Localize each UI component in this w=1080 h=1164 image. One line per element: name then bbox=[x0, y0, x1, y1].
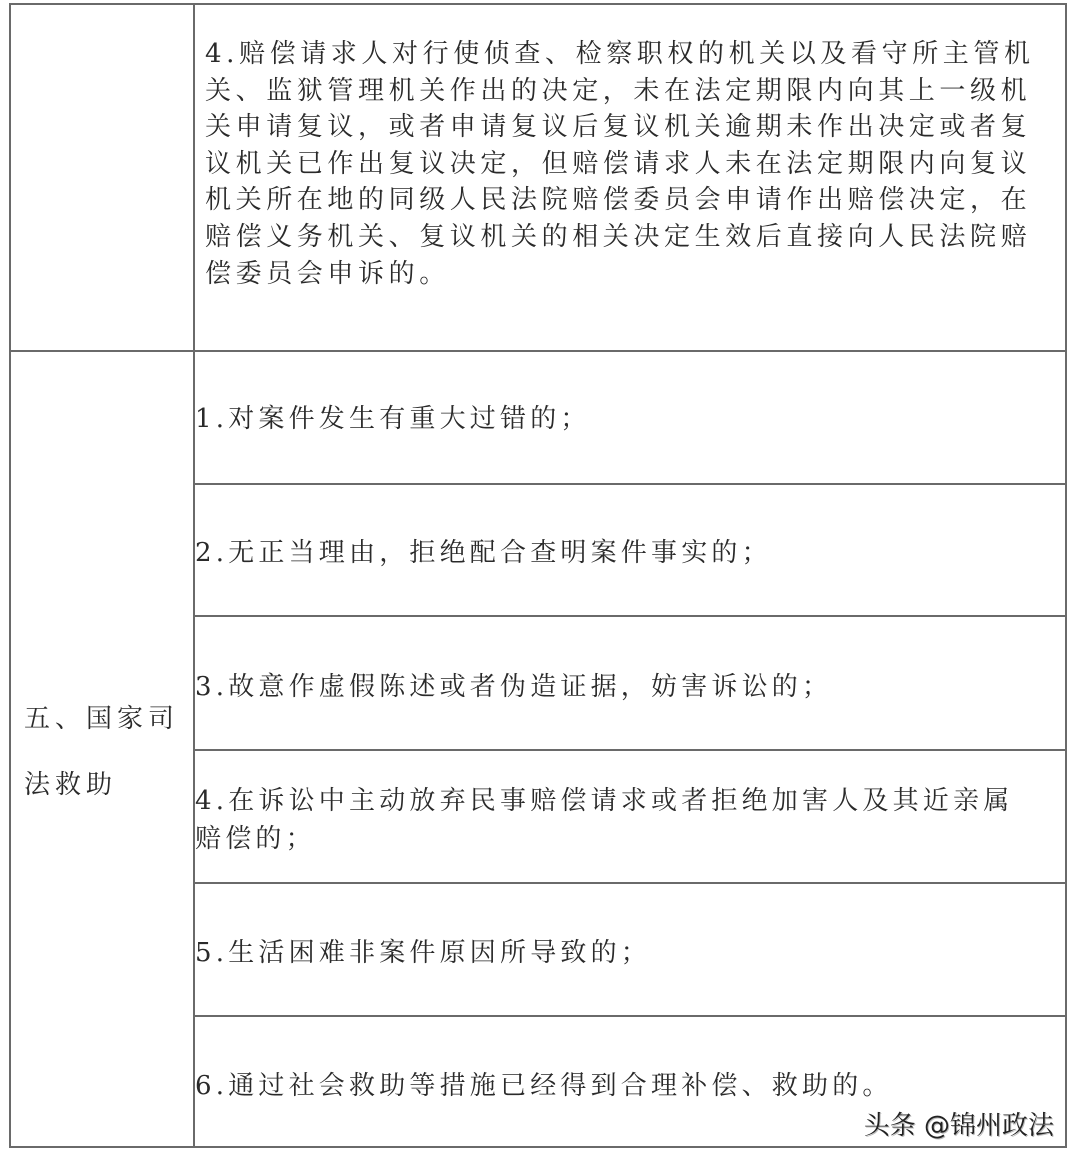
section-item-6: 6.通过社会救助等措施已经得到合理补偿、救助的。 bbox=[195, 1071, 893, 1101]
section-item-4-line2: 赔偿的； bbox=[195, 824, 316, 854]
row-divider bbox=[194, 1015, 1065, 1017]
section-label-line2: 法救助 bbox=[24, 770, 118, 800]
watermark: 头条 @锦州政法 bbox=[863, 1111, 1054, 1141]
row-divider bbox=[194, 615, 1065, 617]
text-line: 偿委员会申诉的。 bbox=[205, 258, 450, 289]
continued-item-4 bbox=[205, 36, 1065, 292]
section-item-2: 2.无正当理由，拒绝配合查明案件事实的； bbox=[195, 538, 772, 568]
row-divider bbox=[194, 882, 1065, 884]
section-item-4-line1: 4.在诉讼中主动放弃民事赔偿请求或者拒绝加害人及其近亲属 bbox=[195, 786, 1014, 816]
column-divider bbox=[193, 5, 195, 1146]
row-divider bbox=[11, 350, 1065, 352]
text-line: 4.赔偿请求人对行使侦查、检察职权的机关以及看守所主管机 bbox=[205, 39, 1035, 69]
section-label-line1: 五、国家司 bbox=[24, 704, 180, 734]
row-divider bbox=[194, 749, 1065, 751]
text-line: 关、监狱管理机关作出的决定，未在法定期限内向其上一级机 bbox=[205, 75, 1032, 106]
text-line: 机关所在地的同级人民法院赔偿委员会申请作出赔偿决定，在 bbox=[205, 185, 1032, 216]
text-line: 关申请复议，或者申请复议后复议机关逾期未作出决定或者复 bbox=[205, 112, 1032, 143]
section-item-5: 5.生活困难非案件原因所导致的； bbox=[195, 938, 652, 968]
text-line: 赔偿义务机关、复议机关的相关决定生效后直接向人民法院赔 bbox=[205, 221, 1032, 252]
section-item-1: 1.对案件发生有重大过错的； bbox=[195, 404, 591, 434]
text-line: 议机关已作出复议决定，但赔偿请求人未在法定期限内向复议 bbox=[205, 148, 1032, 179]
section-item-3: 3.故意作虚假陈述或者伪造证据，妨害诉讼的； bbox=[195, 672, 833, 702]
row-divider bbox=[194, 483, 1065, 485]
